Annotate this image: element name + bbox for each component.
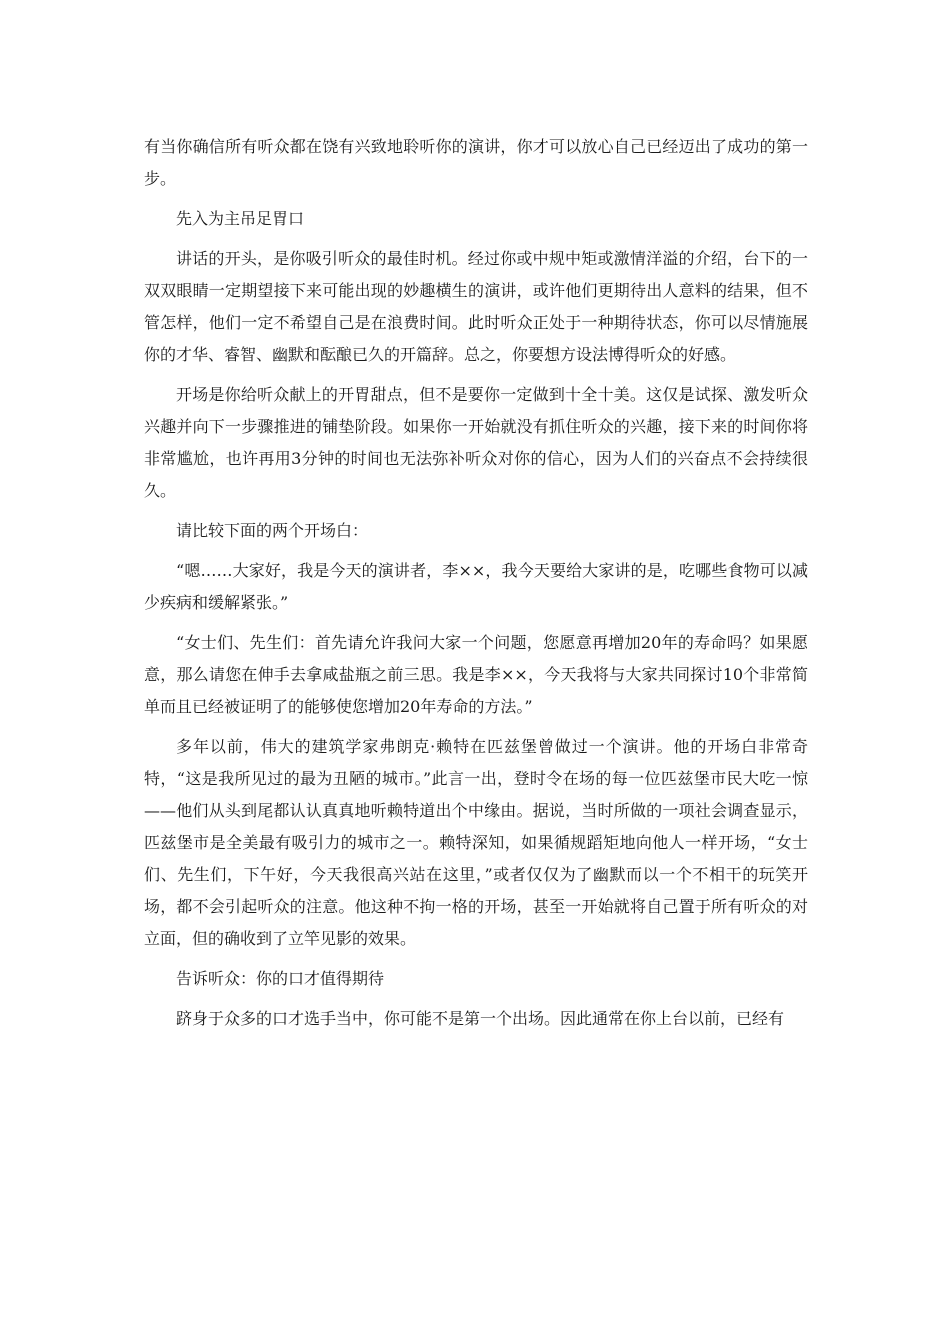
section-heading: 先入为主吊足胃口 bbox=[176, 209, 305, 228]
quote-paragraph: “女士们、先生们：首先请允许我问大家一个问题，您愿意再增加20年的寿命吗？如果愿意，那么请您在伸手去拿咸盐瓶之前三思。我是李××，今天我将与大家共同探讨10个非常简单而且已经被证明了的能够使您增加20年寿命的方法。” bbox=[144, 633, 808, 716]
body-paragraph: 多年以前，伟大的建筑学家弗朗克·赖特在匹兹堡曾做过一个演讲。他的开场白非常奇特，“这是我所见过的最为丑陋的城市。”此言一出，登时令在场的每一位匹兹堡市民大吃一惊——他们从头到尾都认认真真地听赖特道出个中缘由。据说，当时所做的一项社会调查显示，匹兹堡市是全美最有吸引力的城市之一。赖特深知，如果循规蹈矩地向他人一样开场，“女士们、先生们，下午好，今天我很高兴站在这里，”或者仅仅为了幽默而以一个不相干的玩笑开场，都不会引起听众的注意。他这种不拘一格的开场，甚至一开始就将自己置于所有听众的对立面，但的确收到了立竿见影的效果。 bbox=[144, 737, 808, 948]
body-paragraph: 请比较下面的两个开场白： bbox=[176, 521, 369, 540]
body-paragraph: 讲话的开头，是你吸引听众的最佳时机。经过你或中规中矩或激情洋溢的介绍，台下的一双双眼睛一定期望接下来可能出现的妙趣横生的演讲，或许他们更期待出人意料的结果，但不管怎样，他们一定不希望自己是在浪费时间。此时听众正处于一种期待状态，你可以尽情施展你的才华、睿智、幽默和酝酿已久的开篇辞。总之，你要想方设法博得听众的好感。 bbox=[144, 249, 808, 364]
body-paragraph: 跻身于众多的口才选手当中，你可能不是第一个出场。因此通常在你上台以前，已经有 bbox=[176, 1009, 785, 1028]
quote-paragraph: “嗯……大家好，我是今天的演讲者，李××，我今天要给大家讲的是，吃哪些食物可以减少疾病和缓解紧张。” bbox=[144, 561, 808, 612]
paragraph-continuation: 有当你确信所有听众都在饶有兴致地聆听你的演讲，你才可以放心自己已经迈出了成功的第一步。 bbox=[144, 137, 808, 188]
body-paragraph: 开场是你给听众献上的开胃甜点，但不是要你一定做到十全十美。这仅是试探、激发听众兴趣并向下一步骤推进的铺垫阶段。如果你一开始就没有抓住听众的兴趣，接下来的时间你将非常尴尬，也许再用3分钟的时间也无法弥补听众对你的信心，因为人们的兴奋点不会持续很久。 bbox=[144, 385, 808, 500]
section-heading: 告诉听众：你的口才值得期待 bbox=[176, 969, 385, 988]
document-page bbox=[144, 131, 808, 1035]
